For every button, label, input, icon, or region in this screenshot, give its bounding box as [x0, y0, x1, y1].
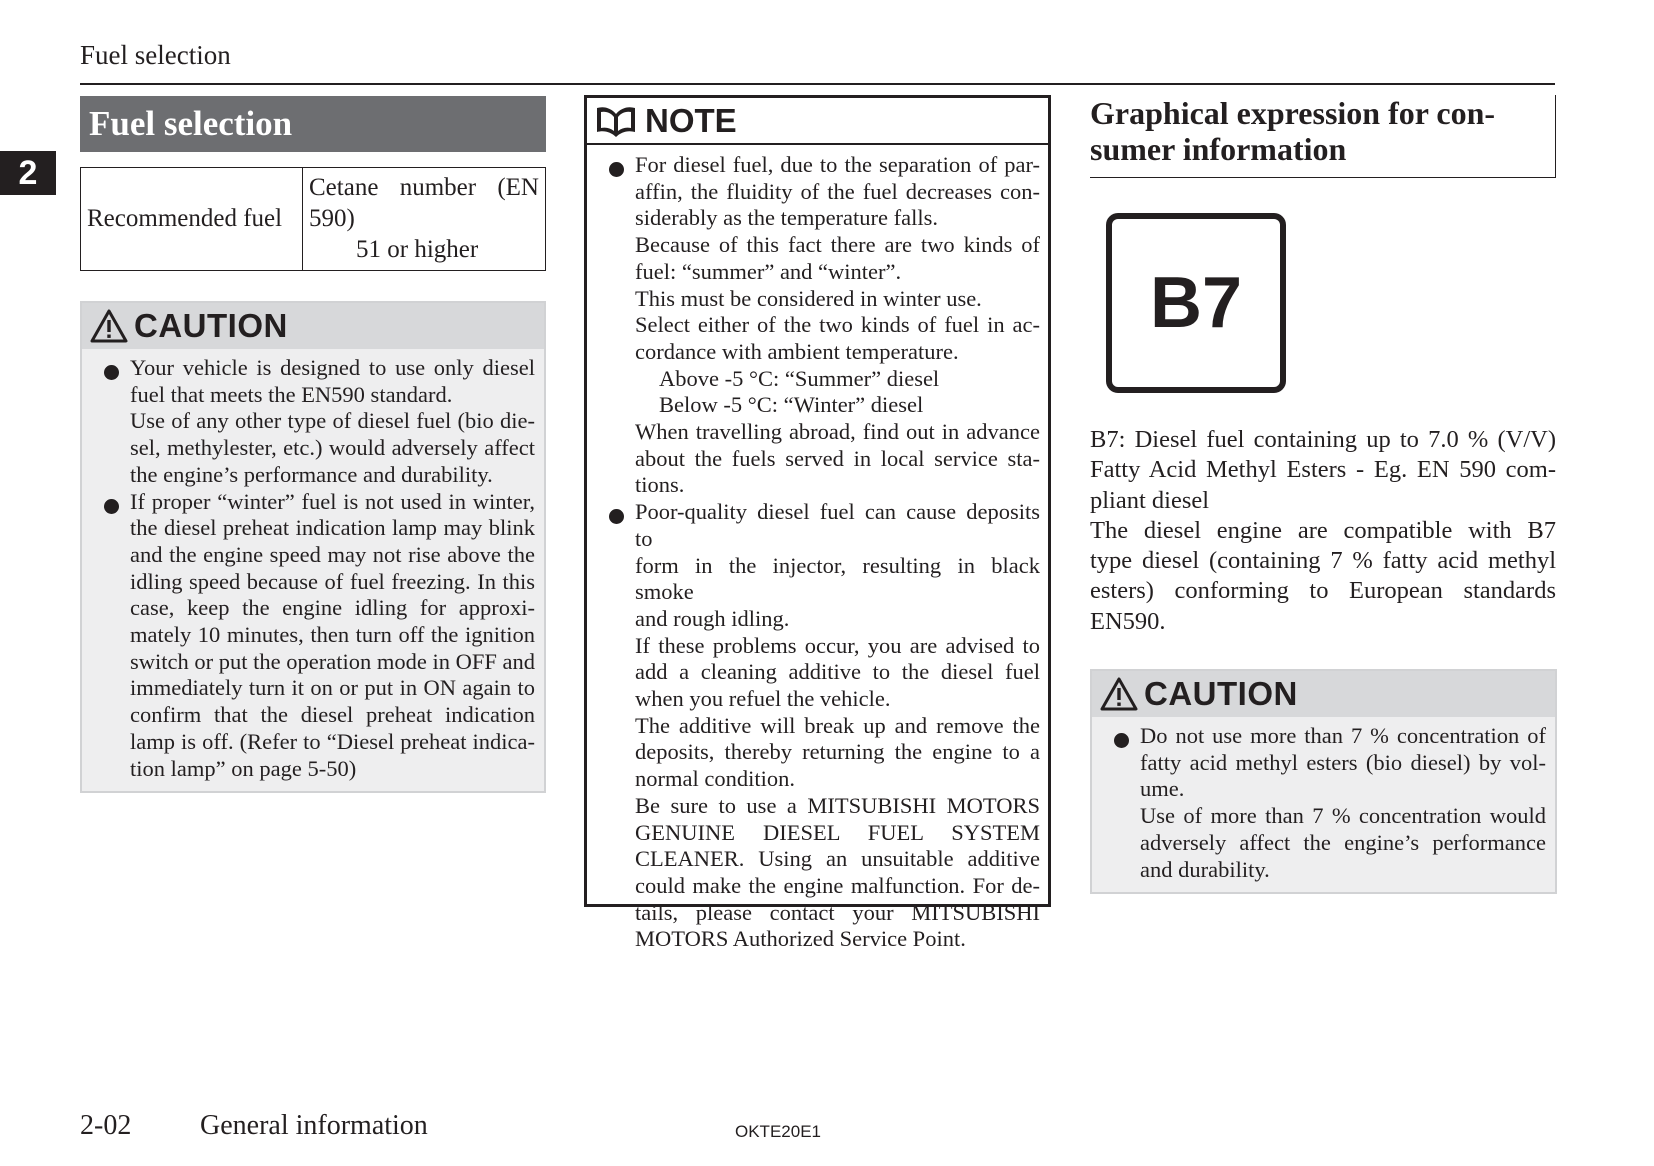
note-line: normal condition.	[635, 766, 795, 792]
caution-line: mately 10 minutes, then turn off the ignition	[130, 622, 535, 648]
description-line: EN590.	[1090, 607, 1166, 635]
description-line: The diesel engine are compatible with B7	[1090, 516, 1556, 544]
note-item	[587, 152, 1040, 499]
caution-box-left	[80, 301, 546, 793]
note-line: This must be considered in winter use.	[635, 285, 982, 311]
note-line: Because of this fact there are two kinds of	[635, 232, 1040, 258]
table-value-line: 590)	[309, 205, 355, 232]
table-value-line: 51 or higher	[356, 236, 479, 263]
note-line: CLEANER. Using an unsuitable additive	[635, 846, 1040, 872]
caution-box-right	[1090, 669, 1557, 894]
note-line: Select either of the two kinds of fuel in ac-	[635, 312, 1040, 338]
note-line: tions.	[635, 472, 685, 498]
note-line: siderably as the temperature falls.	[635, 205, 939, 231]
recommended-fuel-table	[80, 167, 546, 271]
note-line: and rough idling.	[635, 605, 790, 631]
caution-line: Use of more than 7 % concentration would	[1140, 803, 1546, 829]
section-title: Fuel selection	[80, 96, 546, 152]
caution-line: sel, methylester, etc.) would adversely affect	[130, 435, 535, 461]
note-line: cordance with ambient temperature.	[635, 338, 959, 364]
note-item	[587, 499, 1040, 953]
caution-line: and durability.	[1140, 856, 1270, 882]
note-line: Be sure to use a MITSUBISHI MOTORS	[635, 792, 1040, 818]
document-code: OKTE20E1	[735, 1122, 821, 1141]
caution-line: If proper “winter” fuel is not used in winter,	[130, 488, 535, 514]
description-line: esters) conforming to European standards	[1090, 577, 1556, 605]
note-line: When travelling abroad, find out in advance	[635, 419, 1040, 445]
caution-line: tion lamp” on page 5-50)	[130, 755, 357, 781]
note-line: affin, the fluidity of the fuel decreases con-	[635, 178, 1040, 204]
table-label-cell	[81, 168, 303, 270]
note-line: about the fuels served in local service sta-	[635, 445, 1040, 471]
table-value-cell	[303, 168, 545, 270]
note-header	[587, 98, 1048, 145]
caution-body	[1092, 717, 1555, 891]
chapter-tab[interactable]: 2	[0, 151, 56, 195]
note-box	[584, 95, 1051, 952]
caution-header	[1092, 671, 1555, 717]
note-heading: NOTE	[645, 101, 737, 139]
heading-line: sumer information	[1090, 131, 1347, 167]
caution-line: fuel that meets the EN590 standard.	[130, 381, 453, 407]
note-line: MOTORS Authorized Service Point.	[635, 926, 966, 952]
b7-fuel-label-icon: B7	[1106, 213, 1286, 393]
caution-line: switch or put the operation mode in OFF and	[130, 648, 535, 674]
table-value-line: Cetane number (EN	[309, 174, 539, 201]
caution-line: idling speed because of fuel freezing. In this	[130, 568, 535, 594]
note-line: tails, please contact your MITSUBISHI	[635, 899, 1040, 925]
note-body	[587, 145, 1048, 953]
header-rule	[80, 83, 1555, 85]
description-line: pliant diesel	[1090, 486, 1210, 514]
caution-line: case, keep the engine idling for approxi-	[130, 595, 535, 621]
caution-item	[82, 355, 535, 489]
description-line: Fatty Acid Methyl Esters - Eg. EN 590 com-	[1090, 456, 1556, 484]
running-head: Fuel selection	[80, 40, 231, 70]
footer-chapter-title: General information	[200, 1110, 428, 1141]
page-number: 2-02	[80, 1110, 132, 1141]
note-line: fuel: “summer” and “winter”.	[635, 258, 902, 284]
heading-line: Graphical expression for con-	[1090, 95, 1496, 131]
caution-line: Your vehicle is designed to use only diesel	[130, 355, 535, 380]
table-label: Recommended fuel	[87, 205, 283, 232]
caution-item	[1092, 723, 1546, 883]
note-line: The additive will break up and remove the	[635, 712, 1040, 738]
warning-triangle-icon	[1100, 677, 1138, 711]
note-line: If these problems occur, you are advised to	[635, 632, 1040, 658]
note-line: form in the injector, resulting in black smoke	[635, 552, 1040, 605]
note-line: when you refuel the vehicle.	[635, 686, 891, 712]
note-line: add a cleaning additive to the diesel fuel	[635, 659, 1040, 685]
note-line: For diesel fuel, due to the separation of par-	[635, 152, 1040, 177]
caution-heading: CAUTION	[134, 307, 288, 344]
caution-line: fatty acid methyl esters (bio diesel) by vol-	[1140, 749, 1546, 775]
caution-line: the engine’s performance and durability.	[130, 461, 493, 487]
description-line: B7: Diesel fuel containing up to 7.0 % (V/V)	[1090, 426, 1556, 453]
caution-item	[82, 489, 535, 783]
caution-heading: CAUTION	[1144, 675, 1298, 712]
caution-line: Do not use more than 7 % concentration of	[1140, 723, 1546, 748]
caution-line: ume.	[1140, 776, 1185, 802]
note-line: Poor-quality diesel fuel can cause deposits to	[635, 499, 1040, 551]
warning-triangle-icon	[90, 309, 128, 343]
caution-body	[82, 349, 544, 790]
caution-header	[82, 303, 544, 349]
graphical-expression-heading	[1090, 95, 1556, 178]
caution-line: confirm that the diesel preheat indication	[130, 702, 535, 728]
caution-line: Use of any other type of diesel fuel (bio die-	[130, 408, 535, 434]
note-line: Above -5 °C: “Summer” diesel	[659, 365, 940, 391]
caution-line: and the engine speed may not rise above the	[130, 541, 535, 567]
caution-line: the diesel preheat indication lamp may blink	[130, 515, 535, 541]
note-line: could make the engine malfunction. For de-	[635, 872, 1040, 898]
note-line: Below -5 °C: “Winter” diesel	[659, 392, 924, 418]
description-line: type diesel (containing 7 % fatty acid methyl	[1090, 547, 1556, 575]
b7-description	[1090, 425, 1556, 637]
note-line: GENUINE DIESEL FUEL SYSTEM	[635, 819, 1040, 845]
open-book-icon	[595, 104, 637, 138]
caution-line: adversely affect the engine’s performance	[1140, 829, 1546, 855]
note-line: deposits, thereby returning the engine to a	[635, 739, 1040, 765]
caution-line: immediately turn it on or put in ON again to	[130, 675, 535, 701]
caution-line: lamp is off. (Refer to “Diesel preheat indica-	[130, 728, 535, 754]
